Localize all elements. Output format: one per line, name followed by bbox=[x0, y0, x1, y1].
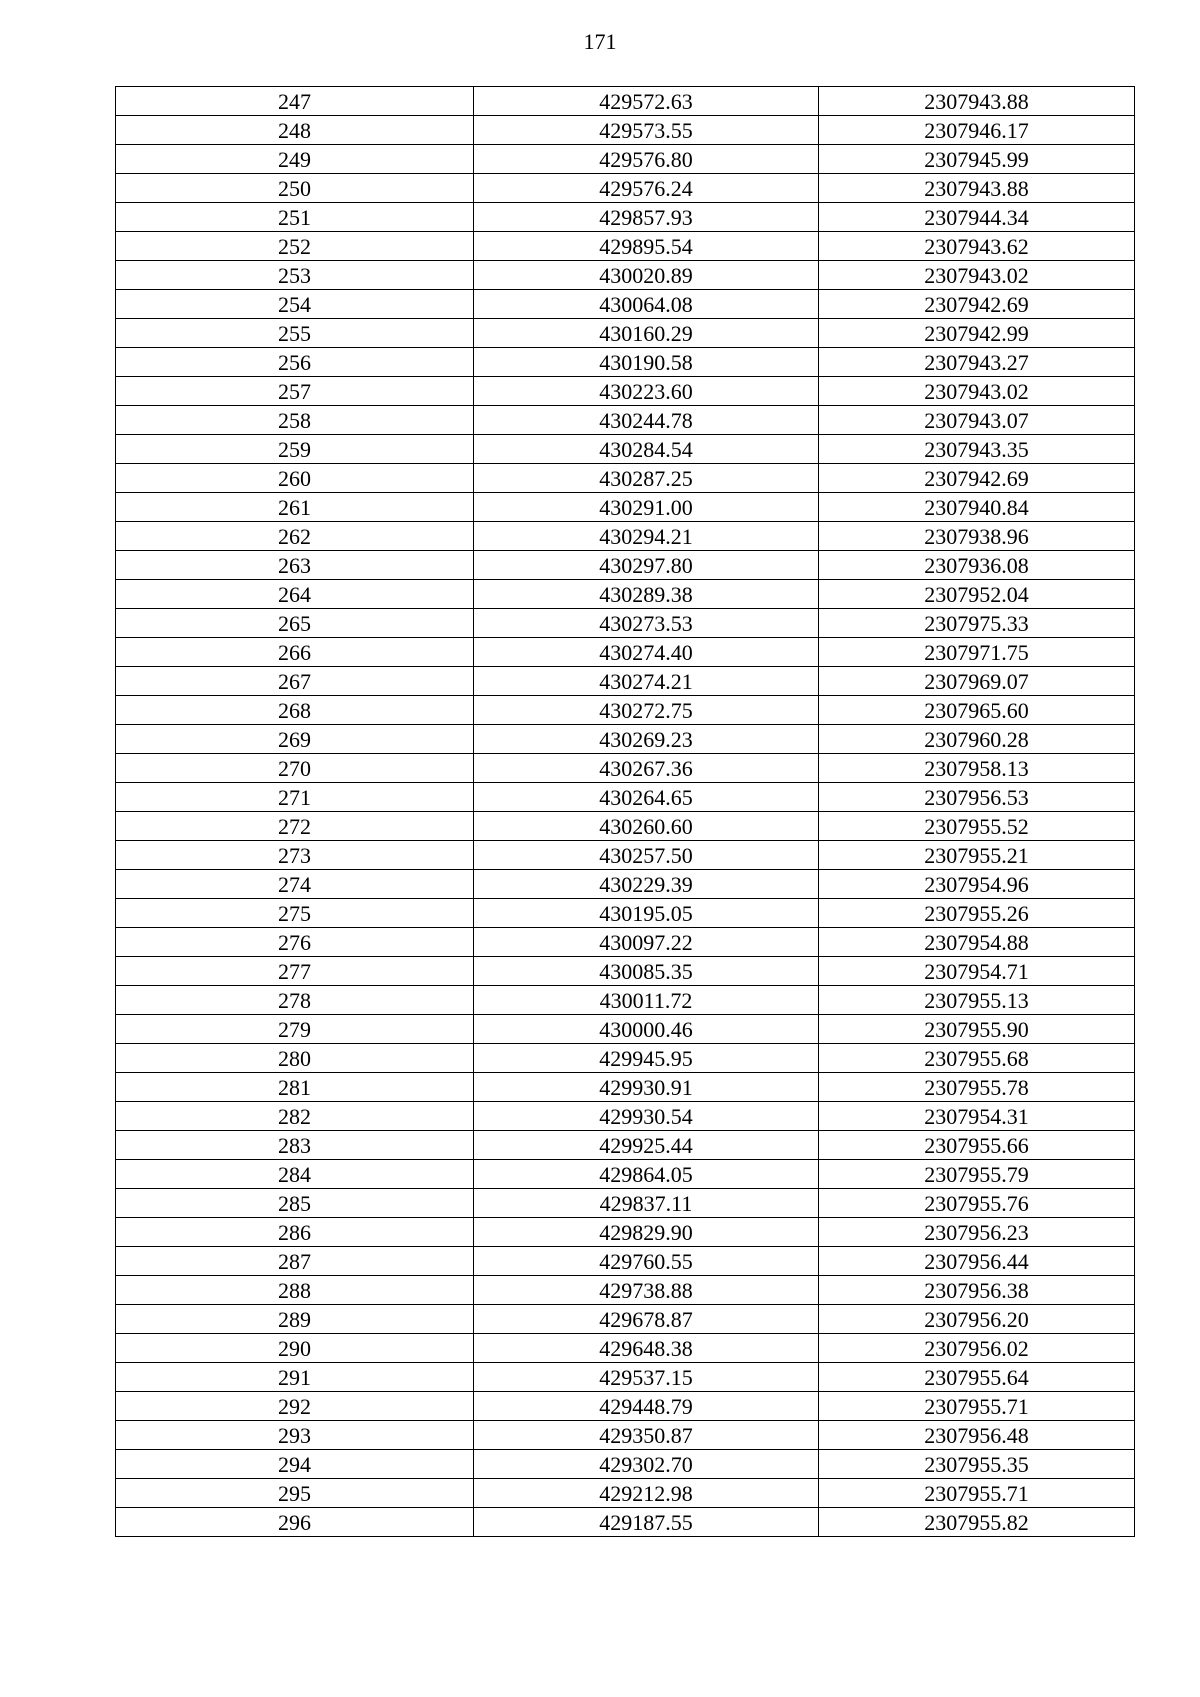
point-number-cell: 292 bbox=[116, 1392, 474, 1421]
point-number-cell: 257 bbox=[116, 377, 474, 406]
point-number-cell: 280 bbox=[116, 1044, 474, 1073]
point-number-cell: 268 bbox=[116, 696, 474, 725]
x-coordinate-cell: 430287.25 bbox=[474, 464, 819, 493]
point-number-cell: 275 bbox=[116, 899, 474, 928]
y-coordinate-cell: 2307943.62 bbox=[819, 232, 1135, 261]
point-number-cell: 293 bbox=[116, 1421, 474, 1450]
point-number-cell: 247 bbox=[116, 87, 474, 116]
point-number-cell: 286 bbox=[116, 1218, 474, 1247]
x-coordinate-cell: 430244.78 bbox=[474, 406, 819, 435]
x-coordinate-cell: 430291.00 bbox=[474, 493, 819, 522]
table-row bbox=[116, 464, 1135, 493]
x-coordinate-cell: 430195.05 bbox=[474, 899, 819, 928]
point-number-cell: 249 bbox=[116, 145, 474, 174]
x-coordinate-cell: 430257.50 bbox=[474, 841, 819, 870]
x-coordinate-cell: 430190.58 bbox=[474, 348, 819, 377]
y-coordinate-cell: 2307943.02 bbox=[819, 261, 1135, 290]
y-coordinate-cell: 2307955.64 bbox=[819, 1363, 1135, 1392]
y-coordinate-cell: 2307955.79 bbox=[819, 1160, 1135, 1189]
x-coordinate-cell: 429448.79 bbox=[474, 1392, 819, 1421]
y-coordinate-cell: 2307936.08 bbox=[819, 551, 1135, 580]
x-coordinate-cell: 430273.53 bbox=[474, 609, 819, 638]
table-row bbox=[116, 1363, 1135, 1392]
x-coordinate-cell: 429895.54 bbox=[474, 232, 819, 261]
x-coordinate-cell: 429945.95 bbox=[474, 1044, 819, 1073]
point-number-cell: 269 bbox=[116, 725, 474, 754]
table-row bbox=[116, 348, 1135, 377]
table-row bbox=[116, 116, 1135, 145]
table-row bbox=[116, 725, 1135, 754]
x-coordinate-cell: 430267.36 bbox=[474, 754, 819, 783]
y-coordinate-cell: 2307954.96 bbox=[819, 870, 1135, 899]
x-coordinate-cell: 429212.98 bbox=[474, 1479, 819, 1508]
x-coordinate-cell: 430097.22 bbox=[474, 928, 819, 957]
table-row bbox=[116, 1450, 1135, 1479]
point-number-cell: 277 bbox=[116, 957, 474, 986]
table-row bbox=[116, 870, 1135, 899]
y-coordinate-cell: 2307945.99 bbox=[819, 145, 1135, 174]
x-coordinate-cell: 430272.75 bbox=[474, 696, 819, 725]
table-row bbox=[116, 957, 1135, 986]
y-coordinate-cell: 2307954.71 bbox=[819, 957, 1135, 986]
x-coordinate-cell: 429678.87 bbox=[474, 1305, 819, 1334]
x-coordinate-cell: 430020.89 bbox=[474, 261, 819, 290]
table-row bbox=[116, 1305, 1135, 1334]
x-coordinate-cell: 430260.60 bbox=[474, 812, 819, 841]
table-row bbox=[116, 435, 1135, 464]
y-coordinate-cell: 2307943.07 bbox=[819, 406, 1135, 435]
y-coordinate-cell: 2307955.71 bbox=[819, 1479, 1135, 1508]
point-number-cell: 262 bbox=[116, 522, 474, 551]
table-row bbox=[116, 1131, 1135, 1160]
point-number-cell: 285 bbox=[116, 1189, 474, 1218]
y-coordinate-cell: 2307952.04 bbox=[819, 580, 1135, 609]
point-number-cell: 281 bbox=[116, 1073, 474, 1102]
x-coordinate-cell: 429187.55 bbox=[474, 1508, 819, 1537]
table-row bbox=[116, 1073, 1135, 1102]
y-coordinate-cell: 2307942.69 bbox=[819, 290, 1135, 319]
point-number-cell: 279 bbox=[116, 1015, 474, 1044]
point-number-cell: 263 bbox=[116, 551, 474, 580]
table-row bbox=[116, 1392, 1135, 1421]
x-coordinate-cell: 429864.05 bbox=[474, 1160, 819, 1189]
y-coordinate-cell: 2307955.78 bbox=[819, 1073, 1135, 1102]
table-row bbox=[116, 522, 1135, 551]
y-coordinate-cell: 2307956.02 bbox=[819, 1334, 1135, 1363]
y-coordinate-cell: 2307955.66 bbox=[819, 1131, 1135, 1160]
y-coordinate-cell: 2307958.13 bbox=[819, 754, 1135, 783]
y-coordinate-cell: 2307956.23 bbox=[819, 1218, 1135, 1247]
table-row bbox=[116, 1479, 1135, 1508]
table-row bbox=[116, 783, 1135, 812]
x-coordinate-cell: 429302.70 bbox=[474, 1450, 819, 1479]
y-coordinate-cell: 2307956.44 bbox=[819, 1247, 1135, 1276]
x-coordinate-cell: 429350.87 bbox=[474, 1421, 819, 1450]
x-coordinate-cell: 430294.21 bbox=[474, 522, 819, 551]
y-coordinate-cell: 2307955.71 bbox=[819, 1392, 1135, 1421]
table-row bbox=[116, 319, 1135, 348]
table-row bbox=[116, 551, 1135, 580]
y-coordinate-cell: 2307943.88 bbox=[819, 174, 1135, 203]
y-coordinate-cell: 2307955.26 bbox=[819, 899, 1135, 928]
point-number-cell: 261 bbox=[116, 493, 474, 522]
x-coordinate-cell: 430264.65 bbox=[474, 783, 819, 812]
x-coordinate-cell: 430284.54 bbox=[474, 435, 819, 464]
x-coordinate-cell: 429738.88 bbox=[474, 1276, 819, 1305]
table-row bbox=[116, 232, 1135, 261]
y-coordinate-cell: 2307946.17 bbox=[819, 116, 1135, 145]
x-coordinate-cell: 429537.15 bbox=[474, 1363, 819, 1392]
y-coordinate-cell: 2307940.84 bbox=[819, 493, 1135, 522]
y-coordinate-cell: 2307971.75 bbox=[819, 638, 1135, 667]
table-row bbox=[116, 1508, 1135, 1537]
x-coordinate-cell: 430085.35 bbox=[474, 957, 819, 986]
x-coordinate-cell: 429573.55 bbox=[474, 116, 819, 145]
x-coordinate-cell: 429837.11 bbox=[474, 1189, 819, 1218]
table-row bbox=[116, 145, 1135, 174]
table-row bbox=[116, 203, 1135, 232]
coordinates-table-body bbox=[116, 87, 1135, 1537]
table-row bbox=[116, 986, 1135, 1015]
y-coordinate-cell: 2307956.48 bbox=[819, 1421, 1135, 1450]
y-coordinate-cell: 2307943.35 bbox=[819, 435, 1135, 464]
y-coordinate-cell: 2307954.31 bbox=[819, 1102, 1135, 1131]
x-coordinate-cell: 429576.80 bbox=[474, 145, 819, 174]
point-number-cell: 270 bbox=[116, 754, 474, 783]
table-row bbox=[116, 928, 1135, 957]
y-coordinate-cell: 2307956.38 bbox=[819, 1276, 1135, 1305]
x-coordinate-cell: 430011.72 bbox=[474, 986, 819, 1015]
table-row bbox=[116, 493, 1135, 522]
table-row bbox=[116, 377, 1135, 406]
point-number-cell: 255 bbox=[116, 319, 474, 348]
table-row bbox=[116, 174, 1135, 203]
y-coordinate-cell: 2307955.90 bbox=[819, 1015, 1135, 1044]
table-row bbox=[116, 1160, 1135, 1189]
x-coordinate-cell: 429857.93 bbox=[474, 203, 819, 232]
x-coordinate-cell: 430229.39 bbox=[474, 870, 819, 899]
x-coordinate-cell: 430274.21 bbox=[474, 667, 819, 696]
x-coordinate-cell: 430160.29 bbox=[474, 319, 819, 348]
point-number-cell: 271 bbox=[116, 783, 474, 812]
point-number-cell: 295 bbox=[116, 1479, 474, 1508]
point-number-cell: 254 bbox=[116, 290, 474, 319]
x-coordinate-cell: 429829.90 bbox=[474, 1218, 819, 1247]
table-row bbox=[116, 609, 1135, 638]
x-coordinate-cell: 430297.80 bbox=[474, 551, 819, 580]
point-number-cell: 251 bbox=[116, 203, 474, 232]
y-coordinate-cell: 2307943.27 bbox=[819, 348, 1135, 377]
y-coordinate-cell: 2307955.13 bbox=[819, 986, 1135, 1015]
point-number-cell: 294 bbox=[116, 1450, 474, 1479]
point-number-cell: 256 bbox=[116, 348, 474, 377]
y-coordinate-cell: 2307943.88 bbox=[819, 87, 1135, 116]
point-number-cell: 252 bbox=[116, 232, 474, 261]
y-coordinate-cell: 2307975.33 bbox=[819, 609, 1135, 638]
x-coordinate-cell: 429648.38 bbox=[474, 1334, 819, 1363]
coordinates-table bbox=[115, 86, 1135, 1537]
point-number-cell: 290 bbox=[116, 1334, 474, 1363]
y-coordinate-cell: 2307942.69 bbox=[819, 464, 1135, 493]
table-row bbox=[116, 290, 1135, 319]
point-number-cell: 296 bbox=[116, 1508, 474, 1537]
y-coordinate-cell: 2307956.53 bbox=[819, 783, 1135, 812]
table-row bbox=[116, 1334, 1135, 1363]
point-number-cell: 258 bbox=[116, 406, 474, 435]
point-number-cell: 259 bbox=[116, 435, 474, 464]
table-row bbox=[116, 1102, 1135, 1131]
point-number-cell: 276 bbox=[116, 928, 474, 957]
x-coordinate-cell: 430000.46 bbox=[474, 1015, 819, 1044]
y-coordinate-cell: 2307938.96 bbox=[819, 522, 1135, 551]
page-number: 171 bbox=[583, 29, 617, 54]
point-number-cell: 278 bbox=[116, 986, 474, 1015]
table-row bbox=[116, 841, 1135, 870]
table-row bbox=[116, 696, 1135, 725]
y-coordinate-cell: 2307969.07 bbox=[819, 667, 1135, 696]
y-coordinate-cell: 2307942.99 bbox=[819, 319, 1135, 348]
x-coordinate-cell: 429930.91 bbox=[474, 1073, 819, 1102]
y-coordinate-cell: 2307955.82 bbox=[819, 1508, 1135, 1537]
y-coordinate-cell: 2307956.20 bbox=[819, 1305, 1135, 1334]
x-coordinate-cell: 429925.44 bbox=[474, 1131, 819, 1160]
table-row bbox=[116, 580, 1135, 609]
point-number-cell: 289 bbox=[116, 1305, 474, 1334]
table-row bbox=[116, 1044, 1135, 1073]
point-number-cell: 274 bbox=[116, 870, 474, 899]
point-number-cell: 265 bbox=[116, 609, 474, 638]
x-coordinate-cell: 430223.60 bbox=[474, 377, 819, 406]
point-number-cell: 282 bbox=[116, 1102, 474, 1131]
table-row bbox=[116, 1247, 1135, 1276]
point-number-cell: 284 bbox=[116, 1160, 474, 1189]
table-row bbox=[116, 1015, 1135, 1044]
point-number-cell: 264 bbox=[116, 580, 474, 609]
point-number-cell: 253 bbox=[116, 261, 474, 290]
x-coordinate-cell: 430289.38 bbox=[474, 580, 819, 609]
table-row bbox=[116, 1218, 1135, 1247]
point-number-cell: 248 bbox=[116, 116, 474, 145]
point-number-cell: 260 bbox=[116, 464, 474, 493]
table-row bbox=[116, 899, 1135, 928]
point-number-cell: 287 bbox=[116, 1247, 474, 1276]
x-coordinate-cell: 430064.08 bbox=[474, 290, 819, 319]
x-coordinate-cell: 429760.55 bbox=[474, 1247, 819, 1276]
y-coordinate-cell: 2307954.88 bbox=[819, 928, 1135, 957]
point-number-cell: 266 bbox=[116, 638, 474, 667]
point-number-cell: 273 bbox=[116, 841, 474, 870]
y-coordinate-cell: 2307955.35 bbox=[819, 1450, 1135, 1479]
y-coordinate-cell: 2307955.21 bbox=[819, 841, 1135, 870]
y-coordinate-cell: 2307960.28 bbox=[819, 725, 1135, 754]
y-coordinate-cell: 2307965.60 bbox=[819, 696, 1135, 725]
x-coordinate-cell: 429576.24 bbox=[474, 174, 819, 203]
table-row bbox=[116, 406, 1135, 435]
y-coordinate-cell: 2307955.68 bbox=[819, 1044, 1135, 1073]
table-row bbox=[116, 87, 1135, 116]
table-row bbox=[116, 261, 1135, 290]
x-coordinate-cell: 430269.23 bbox=[474, 725, 819, 754]
table-row bbox=[116, 1421, 1135, 1450]
table-row bbox=[116, 812, 1135, 841]
table-row bbox=[116, 1189, 1135, 1218]
point-number-cell: 250 bbox=[116, 174, 474, 203]
point-number-cell: 288 bbox=[116, 1276, 474, 1305]
x-coordinate-cell: 430274.40 bbox=[474, 638, 819, 667]
x-coordinate-cell: 429572.63 bbox=[474, 87, 819, 116]
table-row bbox=[116, 667, 1135, 696]
point-number-cell: 283 bbox=[116, 1131, 474, 1160]
y-coordinate-cell: 2307944.34 bbox=[819, 203, 1135, 232]
table-row bbox=[116, 754, 1135, 783]
table-row bbox=[116, 1276, 1135, 1305]
x-coordinate-cell: 429930.54 bbox=[474, 1102, 819, 1131]
point-number-cell: 291 bbox=[116, 1363, 474, 1392]
y-coordinate-cell: 2307955.76 bbox=[819, 1189, 1135, 1218]
y-coordinate-cell: 2307943.02 bbox=[819, 377, 1135, 406]
point-number-cell: 267 bbox=[116, 667, 474, 696]
y-coordinate-cell: 2307955.52 bbox=[819, 812, 1135, 841]
point-number-cell: 272 bbox=[116, 812, 474, 841]
table-row bbox=[116, 638, 1135, 667]
